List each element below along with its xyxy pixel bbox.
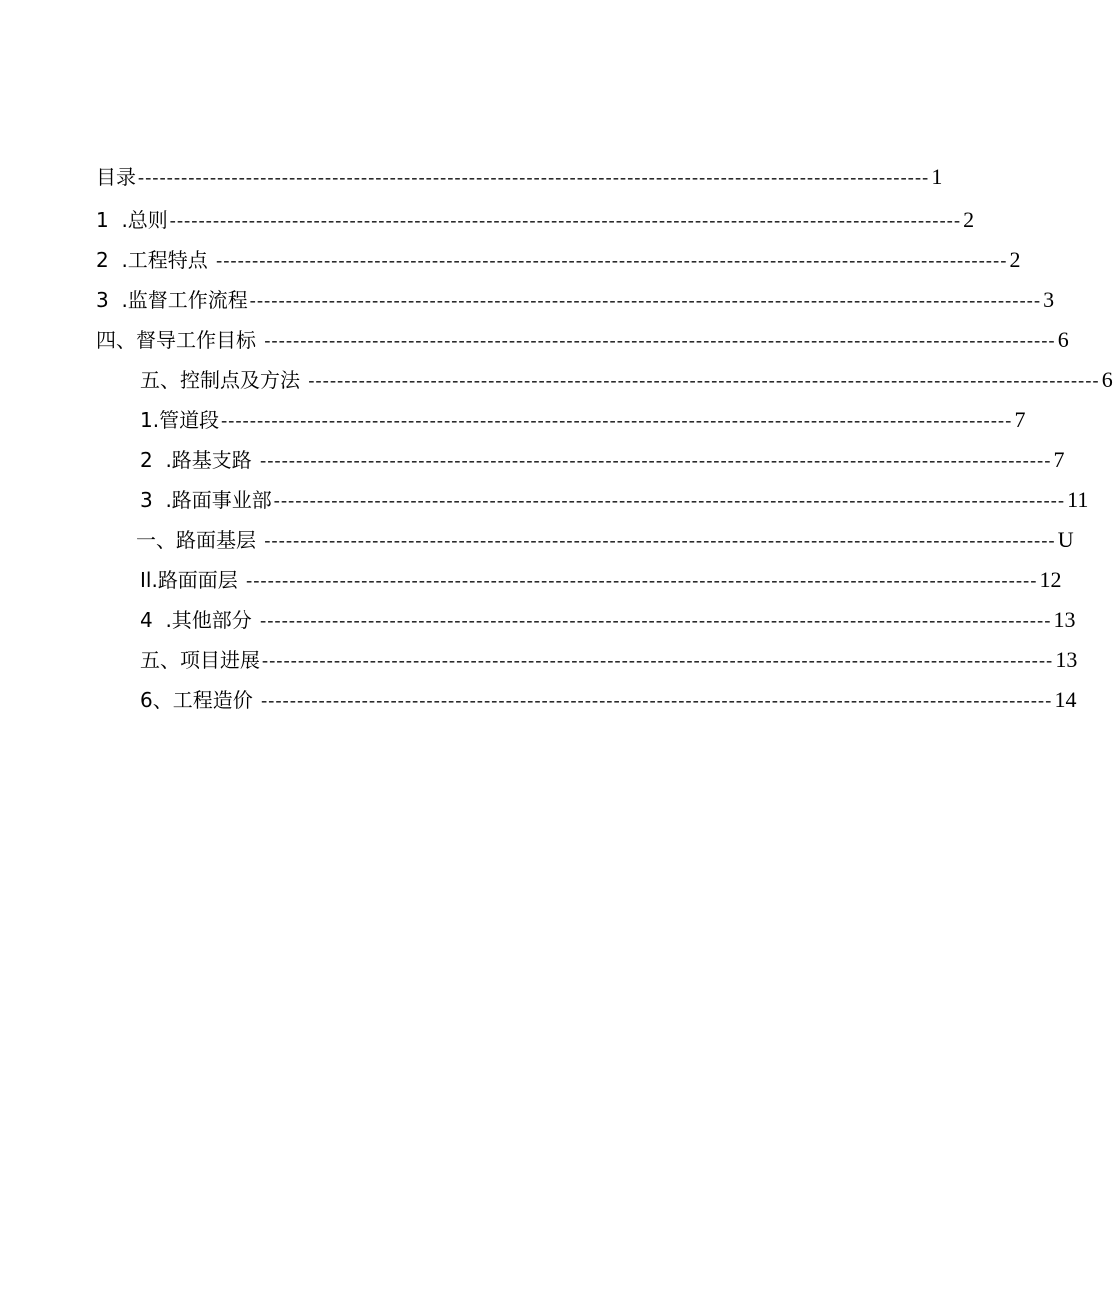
toc-entry [96,325,1069,355]
toc-entry-label: 1.管道段 [140,408,220,432]
toc-entry [140,685,1077,715]
toc-entry-label: 2 .路基支路 [140,448,259,472]
toc-entry-page: 13 [1053,607,1076,632]
toc-entry-label: 3 .路面事业部 [140,488,272,512]
toc-entry [96,162,943,192]
toc-dot-leader: -------------------------------------------------------------------------------------------------------------- [221,410,1013,430]
toc-entry-page: 6 [1057,327,1069,352]
toc-entry-page: 13 [1055,647,1078,672]
toc-dot-leader: -------------------------------------------------------------------------------------------------------------- [169,210,962,230]
toc-dot-leader: -------------------------------------------------------------------------------------------------------------- [260,610,1052,630]
toc-entry-label: 五、项目进展 [140,648,260,672]
toc-entry [140,565,1062,595]
toc-entry-label: 一、路面基层 [136,528,263,552]
toc-dot-leader: -------------------------------------------------------------------------------------------------------------- [262,650,1054,670]
toc-entry-label: Il.路面面层 [140,568,245,592]
toc-dot-leader: -------------------------------------------------------------------------------------------------------------- [246,570,1038,590]
toc-entry-page: 2 [1009,247,1021,272]
toc-entry [140,365,1113,395]
toc-dot-leader: -------------------------------------------------------------------------------------------------------------- [264,330,1056,350]
toc-entry [96,285,1055,315]
toc-entry-label: 目录 [96,165,136,189]
toc-entry-page: 12 [1039,567,1062,592]
toc-entry-page: 6 [1101,367,1113,392]
toc-entry-page: 3 [1043,287,1055,312]
toc-dot-leader: -------------------------------------------------------------------------------------------------------------- [249,290,1042,310]
toc-entry-label: 五、控制点及方法 [140,368,307,392]
toc-entry-page: 11 [1067,487,1089,512]
toc-entry-label: 6、工程造价 [140,688,260,712]
toc-entry-label: 3 .监督工作流程 [96,288,248,312]
toc-entry-label: 四、督导工作目标 [96,328,263,352]
toc-dot-leader: -------------------------------------------------------------------------------------------------------------- [216,250,1008,270]
toc-entry-page: 1 [931,164,943,189]
toc-entry [96,245,1021,275]
toc-entry-label: 1 .总则 [96,208,168,232]
toc-entry-page: 7 [1014,407,1026,432]
toc-entry [140,445,1065,475]
toc-entry [96,205,975,235]
toc-dot-leader: -------------------------------------------------------------------------------------------------------------- [273,490,1066,510]
toc-entry [136,525,1074,555]
toc-dot-leader: -------------------------------------------------------------------------------------------------------------- [138,167,930,187]
toc-entry [140,645,1078,675]
toc-entry-page: 2 [963,207,975,232]
toc-entry [140,605,1076,635]
toc-entry [140,485,1089,515]
toc-dot-leader: -------------------------------------------------------------------------------------------------------------- [308,370,1100,390]
toc-dot-leader: -------------------------------------------------------------------------------------------------------------- [261,690,1053,710]
toc-entry-label: 2 .工程特点 [96,248,215,272]
toc-dot-leader: -------------------------------------------------------------------------------------------------------------- [264,530,1056,550]
toc-entry-page: U [1057,527,1074,552]
toc-entry-label: 4 .其他部分 [140,608,259,632]
toc-entry-page: 14 [1054,687,1077,712]
toc-entry [140,405,1026,435]
toc-entry-page: 7 [1053,447,1065,472]
toc-dot-leader: -------------------------------------------------------------------------------------------------------------- [260,450,1052,470]
